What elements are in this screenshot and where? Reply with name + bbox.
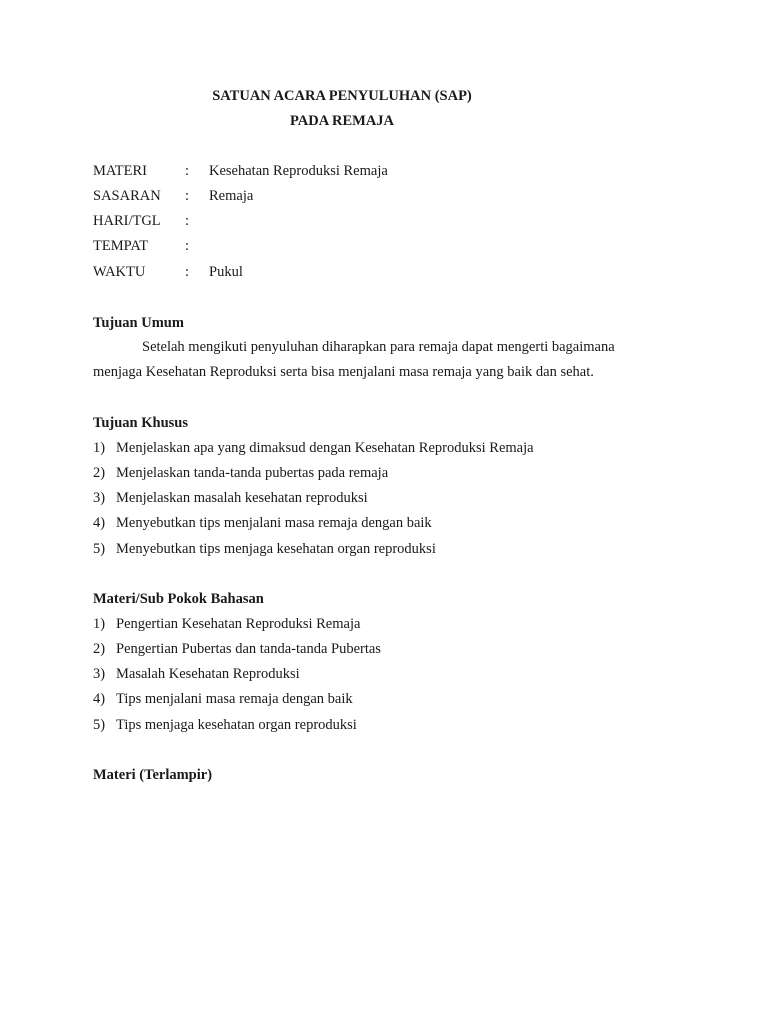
list-number: 3) [93, 490, 106, 506]
field-colon: : [185, 238, 190, 254]
list-text: Menjelaskan masalah kesehatan reproduksi [116, 490, 368, 506]
list-number: 5) [93, 717, 106, 733]
list-number: 3) [93, 666, 106, 682]
field-value: Kesehatan Reproduksi Remaja [209, 163, 388, 179]
list-number: 5) [93, 541, 106, 557]
field-value: Pukul [209, 264, 243, 280]
section-heading-tujuan-umum: Tujuan Umum [93, 315, 184, 331]
list-text: Pengertian Pubertas dan tanda-tanda Pubertas [116, 641, 381, 657]
list-text: Menyebutkan tips menjaga kesehatan organ reproduksi [116, 541, 436, 557]
field-colon: : [185, 264, 190, 280]
field-colon: : [185, 188, 190, 204]
list-text: Tips menjaga kesehatan organ reproduksi [116, 717, 357, 733]
field-label: TEMPAT [93, 238, 149, 254]
field-label: SASARAN [93, 188, 161, 204]
list-number: 4) [93, 691, 106, 707]
list-text: Masalah Kesehatan Reproduksi [116, 666, 300, 682]
list-text: Pengertian Kesehatan Reproduksi Remaja [116, 616, 361, 632]
field-colon: : [185, 163, 190, 179]
document-title: SATUAN ACARA PENYULUHAN (SAP) [212, 88, 472, 104]
list-number: 1) [93, 616, 106, 632]
field-value: Remaja [209, 188, 254, 204]
list-number: 2) [93, 641, 106, 657]
section-heading-materi-sub: Materi/Sub Pokok Bahasan [93, 591, 264, 607]
list-number: 2) [93, 465, 106, 481]
paragraph-line: Setelah mengikuti penyuluhan diharapkan para remaja dapat mengerti bagaimana [142, 339, 615, 355]
list-text: Tips menjalani masa remaja dengan baik [116, 691, 353, 707]
field-colon: : [185, 213, 190, 229]
list-text: Menjelaskan apa yang dimaksud dengan Kesehatan Reproduksi Remaja [116, 440, 534, 456]
list-number: 4) [93, 515, 106, 531]
list-number: 1) [93, 440, 106, 456]
document-subtitle: PADA REMAJA [289, 113, 395, 129]
list-text: Menyebutkan tips menjalani masa remaja dengan baik [116, 515, 432, 531]
section-heading-tujuan-khusus: Tujuan Khusus [93, 415, 188, 431]
paragraph-line: menjaga Kesehatan Reproduksi serta bisa menjalani masa remaja yang baik dan sehat. [93, 364, 594, 380]
field-label: HARI/TGL [93, 213, 161, 229]
section-heading-materi-terlampir: Materi (Terlampir) [93, 767, 213, 783]
list-text: Menjelaskan tanda-tanda pubertas pada remaja [116, 465, 389, 481]
field-label: MATERI [93, 163, 147, 179]
field-label: WAKTU [93, 264, 146, 280]
